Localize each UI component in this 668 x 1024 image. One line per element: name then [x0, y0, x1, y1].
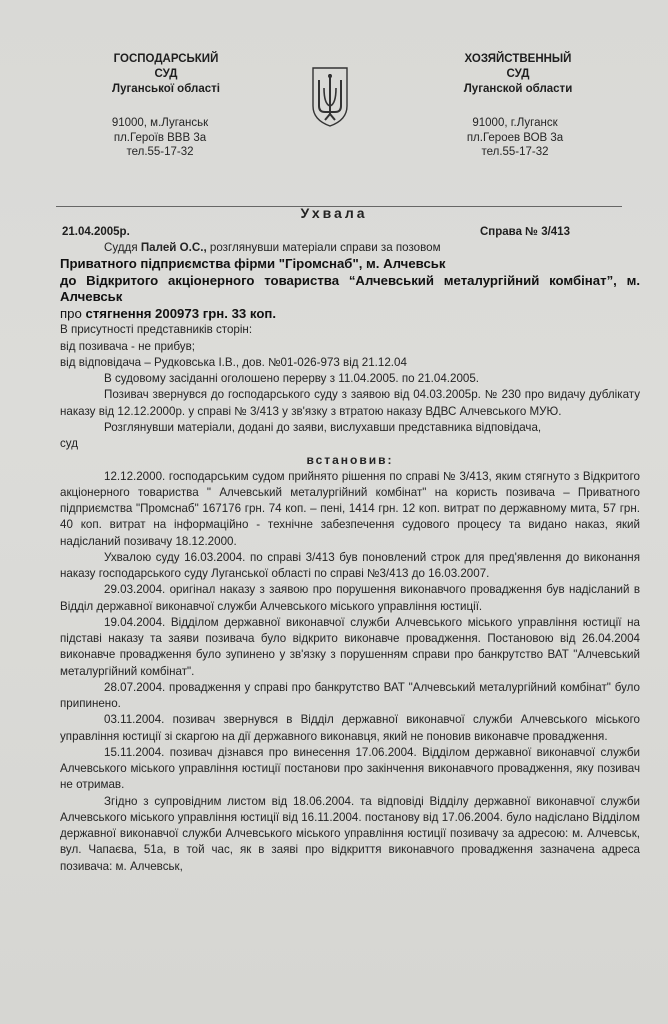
address-street: пл.Героев ВОВ 3а: [466, 131, 564, 144]
court-address-russian: [440, 116, 590, 160]
court-region-line: Луганской области: [463, 83, 573, 95]
defendant-presence: від відповідача – Рудковська І.В., дов. №01-026-973 від 21.12.04: [60, 355, 407, 369]
subject-prefix: про: [60, 305, 86, 321]
court-address-ukrainian: [80, 116, 240, 160]
court-type-line: ГОСПОДАРСЬКИЙ: [113, 53, 219, 65]
claim-subject: [60, 306, 640, 323]
judge-prefix: Суддя: [104, 241, 141, 254]
address-phone: тел.55-17-32: [481, 146, 549, 158]
finding-paragraph: 28.07.2004. провадження у справі про банкрутство ВАТ "Алчевський металургійний комбінат" було припинено.: [60, 680, 640, 710]
break-paragraph: В судовому засіданні оголошено перерву з 11.04.2005. по 21.04.2005.: [104, 372, 480, 385]
court-word-line: СУД: [506, 68, 530, 80]
trident-coat-of-arms-icon: [311, 66, 349, 128]
judge-name: Палей О.С.,: [140, 241, 207, 254]
address-city: 91000, м.Луганськ: [111, 117, 209, 129]
court-word: суд: [60, 437, 78, 450]
address-street: пл.Героїв ВВВ 3а: [113, 131, 207, 144]
presence-line: В присутності представників сторін:: [60, 323, 253, 337]
finding-paragraph: 29.03.2004. оригінал наказу з заявою про порушення виконавчого провадження був надісланий в Відділ державної виконавчої служби Алчевського міського управління юстиції.: [60, 583, 640, 613]
address-phone: тел.55-17-32: [126, 146, 194, 158]
finding-paragraph: 12.12.2000. господарським судом прийнято рішення по справі № 3/413, яким стягнуто з Відкритого акціонерного товариства " Алчевський металургійний комбінат" на користь позивача – Приватного підприємства "Промснаб" 167176 грн. 74 коп. – пені, 1414 грн. 12 коп. витрат по державному мита, 57 грн. 40 коп. витрат на інформаційно - технічне забезпечення судового процесу та видано наказ, який надісланий позивачу 18.12.2000.: [60, 469, 640, 548]
document-title: Ухвала: [300, 205, 368, 221]
court-header-russian: [434, 52, 602, 97]
ruling-body: [60, 240, 640, 875]
court-word-line: СУД: [154, 68, 178, 80]
finding-paragraph: 19.04.2004. Відділом державної виконавчої служби Алчевського міського управління юстиції на підставі наказу та заяви позивача було відкрито виконавче провадження. Постановою від 26.04.2004 виконавче провадження було зупинено у зв'язку з порушенням справи про банкрутство ВАТ "Алчевський металургійний комбінат".: [60, 615, 640, 678]
claimant-presence: від позивача - не прибув;: [60, 339, 195, 353]
court-region-line: Луганської області: [112, 83, 220, 95]
defendant-name: до Відкритого акціонерного товариства “Алчевський металургійний комбінат”, м. Алчевськ: [60, 272, 640, 305]
claimant-name: Приватного підприємства фірми "Гіромснаб", м. Алчевськ: [60, 256, 446, 272]
established-heading: встановив:: [306, 453, 394, 468]
court-type-line: ХОЗЯЙСТВЕННЫЙ: [464, 53, 572, 65]
court-header-ukrainian: [88, 52, 244, 97]
finding-paragraph: Ухвалою суду 16.03.2004. по справі 3/413 був поновлений строк для пред'явлення до виконання наказу господарського суду Луганської області по справі №3/413 до 16.03.2007.: [60, 550, 640, 580]
finding-paragraph: Згідно з супровідним листом від 18.06.2004. та відповіді Відділу державної виконавчої служби Алчевського міського управління юстиції від 16.11.2004. постанову від 17.06.2004. було надіслано Відділом державної виконавчої служби Алчевського міського управління юстиції позивачу за адресою: м. Алчевськ, вул. Чапаєва, 51а, в той час, як в заяві про відкриття виконавчого провадження зазначена адреса позивача: м. Алчевськ,: [60, 794, 640, 873]
considered-paragraph: Розглянувши матеріали, додані до заяви, вислухавши представника відповідача,: [104, 420, 542, 434]
finding-paragraph: 03.11.2004. позивач звернувся в Відділ державної виконавчої служби Алчевського міського управління юстиції зі скаргою на дії державного виконавця, який не поновив виконавче провадження.: [60, 713, 640, 743]
claim-paragraph: Позивач звернувся до господарського суду з заявою від 04.03.2005р. № 230 про видачу дублікату наказу від 12.12.2000р. у справі № 3/413 у зв'язку з втратою наказу ВДВС Алчевського МУЮ.: [60, 388, 640, 418]
judge-line: [60, 240, 640, 256]
case-number: Справа № 3/413: [480, 226, 570, 238]
finding-paragraph: 15.11.2004. позивач дізнався про винесення 17.06.2004. Відділом державної виконавчої служби Алчевського міського управління юстиції постанови про закінчення виконавчого провадження, яку позивач не отримав.: [60, 745, 640, 792]
address-city: 91000, г.Луганск: [472, 117, 558, 129]
ruling-date: 21.04.2005р.: [62, 226, 130, 238]
judge-suffix: розглянувши матеріали справи за позовом: [206, 241, 441, 254]
subject-amount: стягнення 200973 грн. 33 коп.: [85, 305, 277, 321]
